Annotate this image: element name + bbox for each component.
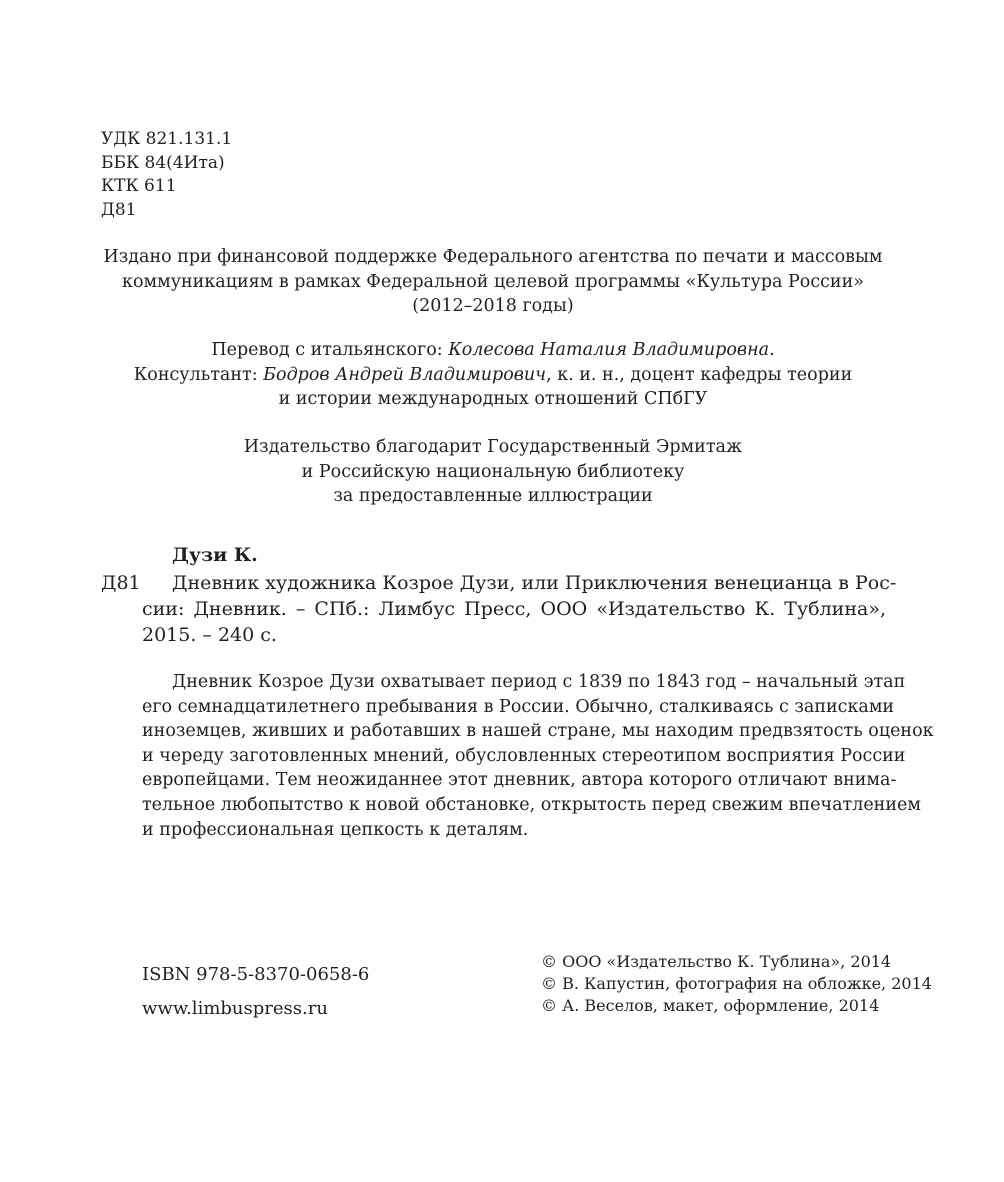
udk-code: УДК 821.131.1 <box>101 129 233 149</box>
funding-note <box>100 245 886 319</box>
acknowledgement-line: за предоставленные иллюстрации <box>333 486 653 506</box>
annotation <box>142 670 934 842</box>
ktk-code: КТК 611 <box>101 176 177 196</box>
annotation-line: и профессиональная цепкость к деталям. <box>142 819 529 840</box>
consultant-affiliation: и истории международных отношений СПбГУ <box>278 389 708 409</box>
annotation-line: Дневник Козрое Дузи охватывает период с 1839 по 1843 год – начальный этап <box>172 672 906 692</box>
author-heading: Дузи К. <box>172 544 258 566</box>
translation-label: Перевод с итальянского: <box>211 340 449 360</box>
copyright-line: © ООО «Издательство К. Тублина», 2014 <box>541 952 892 971</box>
bibliographic-description <box>142 570 897 648</box>
funding-note-line: Издано при финансовой поддержке Федерального агентства по печати и массовым <box>103 247 883 267</box>
funding-note-line: (2012–2018 годы) <box>412 296 574 316</box>
classification-codes <box>101 128 232 222</box>
annotation-line: иноземцев, живших и работавших в нашей стране, мы находим предвзятость оценок <box>142 721 934 742</box>
consultant-credit <box>100 363 886 388</box>
bibliographic-line: Дневник художника Козрое Дузи, или Приключения венецианца в Рос- <box>172 572 897 594</box>
translator-name: Колесова Наталия Владимировна <box>448 340 770 360</box>
annotation-line: и череду заготовленных мнений, обусловленных стереотипом восприятия России <box>142 745 906 766</box>
funding-note-line: коммуникациям в рамках Федеральной целевой программы «Культура России» <box>122 271 864 292</box>
bibliographic-line: 2015. – 240 с. <box>142 624 277 646</box>
bbk-code: ББК 84(4Ита) <box>101 152 225 173</box>
catalog-code: Д81 <box>101 572 141 594</box>
credits <box>100 338 886 412</box>
isbn: ISBN 978-5-8370-0658-6 <box>142 964 370 985</box>
annotation-line: тельное любопытство к новой обстановке, открытость перед свежим впечатлением <box>142 794 921 815</box>
copyright-line: © В. Капустин, фотография на обложке, 2014 <box>541 974 932 993</box>
copyright-line: © А. Веселов, макет, оформление, 2014 <box>541 996 880 1015</box>
acknowledgement-line: Издательство благодарит Государственный Эрмитаж <box>243 437 743 457</box>
annotation-line: европейцами. Тем неожиданнее этот дневник, автора которого отличают внима- <box>142 770 897 791</box>
acknowledgement-line: и Российскую национальную библиотеку <box>301 461 685 482</box>
translation-credit <box>100 338 886 363</box>
copyright-notices <box>541 951 932 1017</box>
annotation-line: его семнадцатилетнего пребывания в России. Обычно, сталкиваясь с записками <box>142 696 895 717</box>
consultant-details: , к. и. н., доцент кафедры теории <box>546 364 853 385</box>
consultant-label: Консультант: <box>133 364 264 385</box>
bibliographic-line: сии: Дневник. – СПб.: Лимбус Пресс, ООО «Издательство К. Тублина», <box>142 598 886 620</box>
acknowledgement <box>100 435 886 509</box>
publication-identifiers <box>142 958 369 1026</box>
cutter-code: Д81 <box>101 199 137 220</box>
consultant-name: Бодров Андрей Владимирович <box>263 364 547 385</box>
translation-end: . <box>769 340 775 360</box>
website-link[interactable]: www.limbuspress.ru <box>142 998 328 1019</box>
